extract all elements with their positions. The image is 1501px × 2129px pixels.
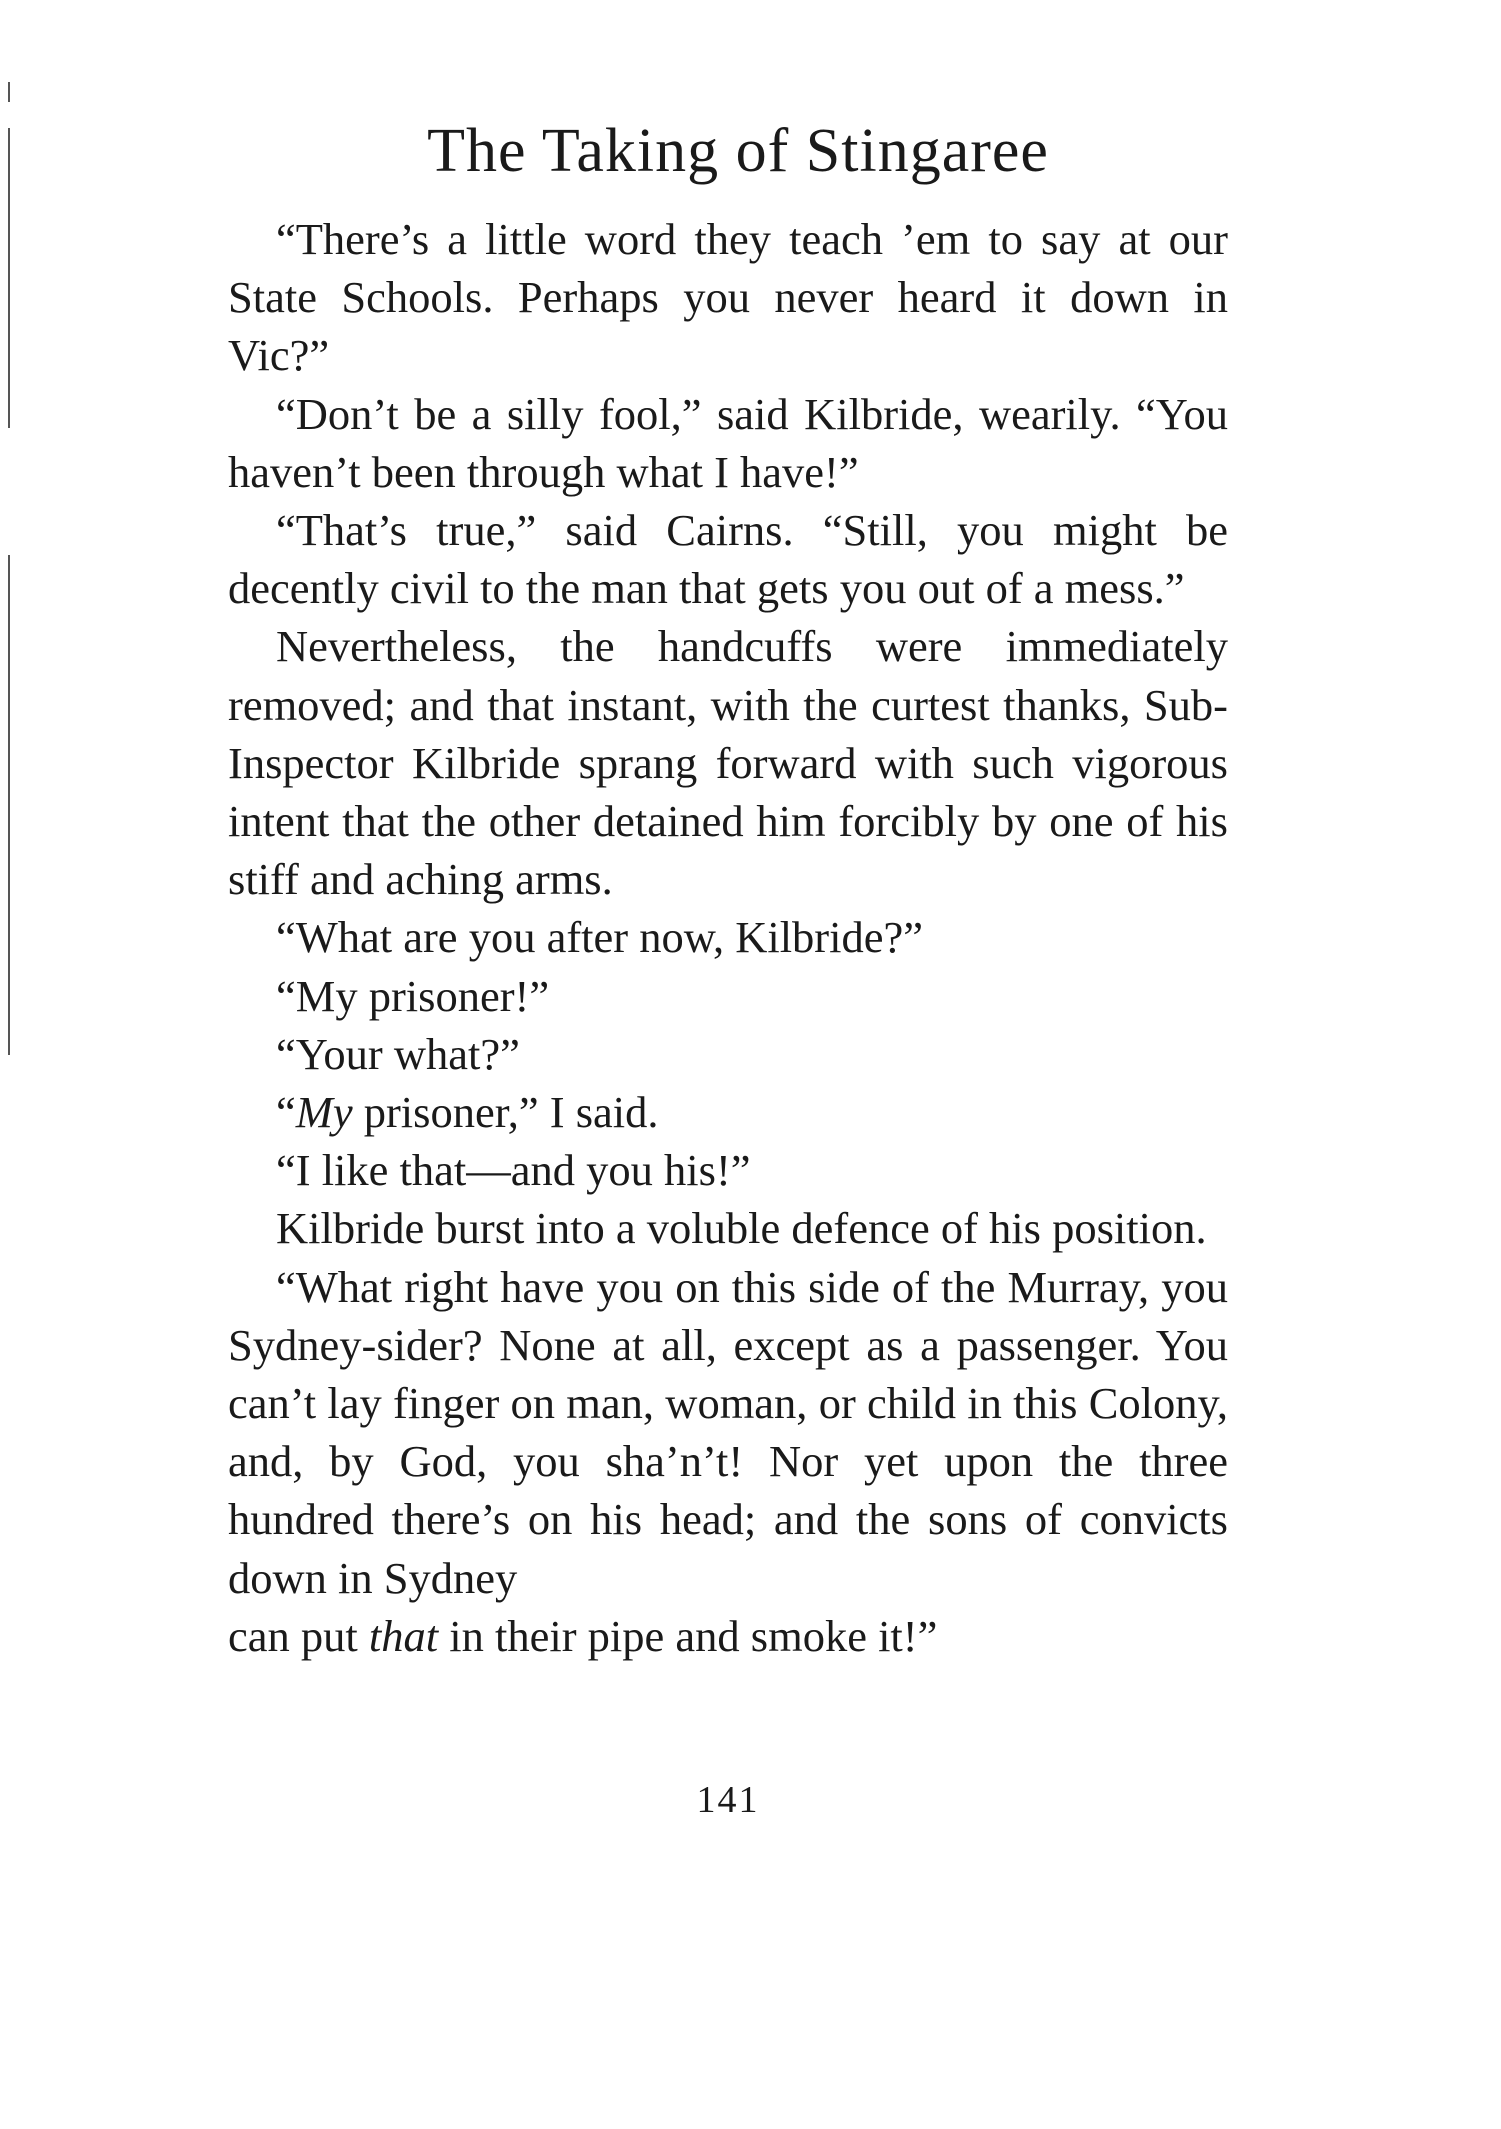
- paragraph: [228, 1607, 1228, 1665]
- paragraph: “That’s true,” said Cairns. “Still, you might be decently civil to the man that gets you out of a mess.”: [228, 505, 1228, 614]
- paragraph-text: can put: [228, 1610, 369, 1661]
- gutter-edge-mark: [8, 555, 10, 1055]
- body-text: [228, 210, 1228, 1665]
- paragraph: [228, 1083, 1228, 1141]
- emphasis: that: [368, 1610, 439, 1661]
- paragraph: “My prisoner!”: [276, 970, 550, 1021]
- paragraph-text: in their pipe and smoke it!”: [438, 1610, 938, 1661]
- gutter-edge-mark: [8, 82, 10, 102]
- paragraph-text: “: [276, 1087, 296, 1138]
- emphasis: My: [295, 1087, 353, 1138]
- page-number: 141: [696, 1779, 760, 1821]
- gutter-edge-mark: [8, 128, 10, 428]
- paragraph: “What are you after now, Kilbride?”: [276, 912, 923, 963]
- paragraph: Kilbride burst into a voluble defence of his position.: [276, 1203, 1207, 1254]
- paragraph-text: prisoner,” I said.: [352, 1087, 659, 1138]
- paragraph: “There’s a little word they teach ’em to say at our State Schools. Perhaps you never heard it down in Vic?”: [228, 214, 1228, 381]
- book-page: [228, 110, 1228, 1821]
- paragraph: “What right have you on this side of the Murray, you Sydney-sider? None at all, except as a passenger. You can’t lay finger on man, woman, or child in this Colony, and, by God, you sha’n’t! Nor yet upon the three hundred there’s on his head; and the sons of convicts down in Sydney: [228, 1261, 1228, 1603]
- paragraph: Nevertheless, the handcuffs were immediately removed; and that instant, with the curtest thanks, Sub-Inspector Kilbride sprang forward with such vigorous intent that the other detained him forcibly by one of his stiff and aching arms.: [228, 621, 1228, 905]
- paragraph: “Your what?”: [276, 1028, 520, 1079]
- paragraph: “Don’t be a silly fool,” said Kilbride, wearily. “You haven’t been through what I have!”: [228, 388, 1228, 497]
- running-head: The Taking of Stingaree: [427, 117, 1049, 185]
- paragraph: “I like that—and you his!”: [276, 1145, 751, 1196]
